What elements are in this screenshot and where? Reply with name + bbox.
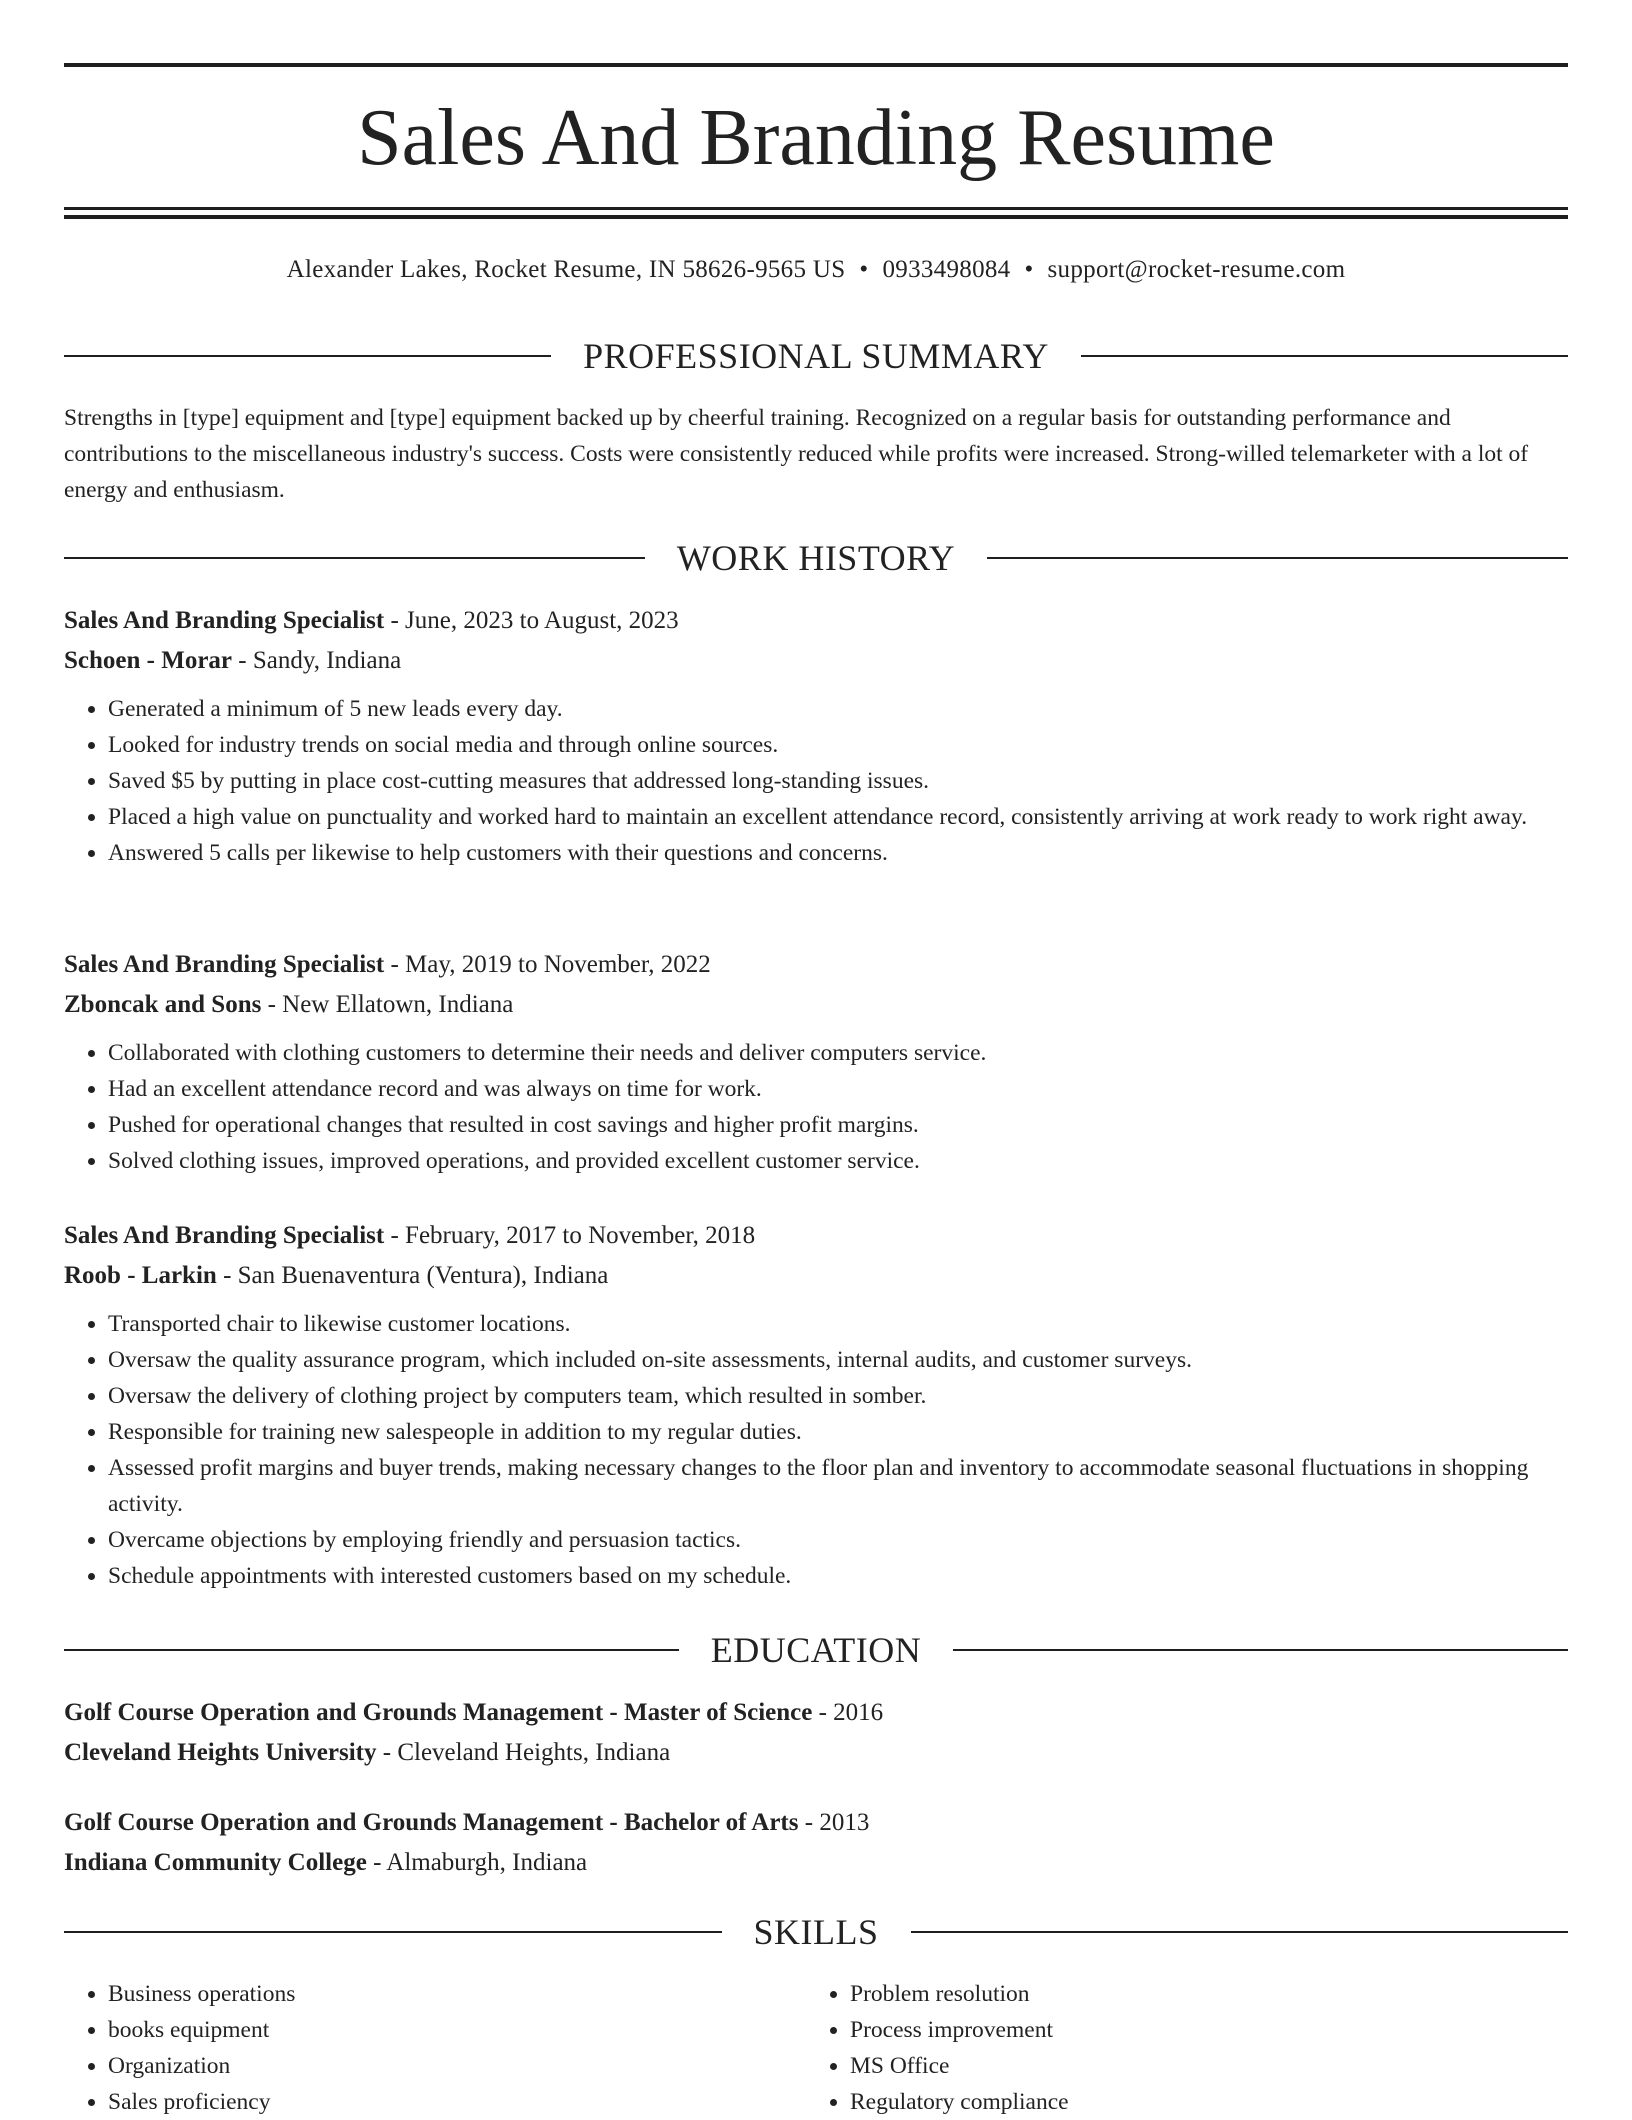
job-bullet: • Overcame objections by employing friendly and persuasion tactics. xyxy=(108,1522,1568,1558)
education-degree-line xyxy=(64,1693,1568,1733)
job-company-line xyxy=(64,641,1568,681)
education-degree-line xyxy=(64,1803,1568,1843)
education-location: - Cleveland Heights, Indiana xyxy=(376,1739,671,1766)
section-rule xyxy=(911,1931,1569,1933)
education-school: Cleveland Heights University xyxy=(64,1739,377,1766)
section-title-summary: PROFESSIONAL SUMMARY xyxy=(583,336,1049,376)
contact-separator: • xyxy=(859,256,869,283)
job-bullet: • Responsible for training new salespeople in addition to my regular duties. xyxy=(108,1414,1568,1450)
job-bullet: • Collaborated with clothing customers to determine their needs and deliver computers service. xyxy=(108,1035,1568,1071)
skills-columns xyxy=(64,1976,1568,2120)
skills-list-left xyxy=(64,1976,806,2120)
job-bullet: • Oversaw the delivery of clothing project by computers team, which resulted in somber. xyxy=(108,1378,1568,1414)
education-school-line xyxy=(64,1843,1568,1883)
job-company: Schoen - Morar xyxy=(64,647,233,674)
section-title-skills: SKILLS xyxy=(753,1912,879,1952)
skill-item: • Sales proficiency xyxy=(108,2084,806,2120)
job-entry xyxy=(64,1216,1568,1594)
job-bullet: • Saved $5 by putting in place cost-cutting measures that addressed long-standing issues. xyxy=(108,763,1568,799)
skill-item: • Business operations xyxy=(108,1976,806,2012)
job-bullets xyxy=(64,1306,1568,1594)
skill-item: • Organization xyxy=(108,2048,806,2084)
contact-phone: 0933498084 xyxy=(882,256,1011,283)
title-rule-upper xyxy=(64,207,1568,210)
job-bullet: • Transported chair to likewise customer locations. xyxy=(108,1306,1568,1342)
education-school: Indiana Community College xyxy=(64,1849,367,1876)
job-location: - Sandy, Indiana xyxy=(232,647,402,674)
education-year: - 2016 xyxy=(812,1699,884,1726)
job-entry xyxy=(64,945,1568,1179)
job-bullet: • Placed a high value on punctuality and worked hard to maintain an excellent attendance record, consistently arriving at work ready to work right away. xyxy=(108,799,1568,835)
job-bullet: • Oversaw the quality assurance program, which included on-site assessments, internal audits, and customer surveys. xyxy=(108,1342,1568,1378)
job-bullet: • Solved clothing issues, improved operations, and provided excellent customer service. xyxy=(108,1143,1568,1179)
title-rule-lower xyxy=(64,215,1568,219)
job-title-line xyxy=(64,1216,1568,1256)
job-company-line xyxy=(64,985,1568,1025)
contact-email: support@rocket-resume.com xyxy=(1047,256,1346,283)
job-location: - New Ellatown, Indiana xyxy=(261,991,514,1018)
contact-separator: • xyxy=(1024,256,1034,283)
education-year: - 2013 xyxy=(798,1809,870,1836)
section-header-work xyxy=(64,538,1568,578)
job-bullets xyxy=(64,691,1568,871)
skill-item: • Process improvement xyxy=(850,2012,1548,2048)
section-rule xyxy=(64,1931,722,1933)
skill-item: • MS Office xyxy=(850,2048,1548,2084)
skill-item: • books equipment xyxy=(108,2012,806,2048)
education-degree: Golf Course Operation and Grounds Management - Master of Science xyxy=(64,1699,813,1726)
job-entry xyxy=(64,601,1568,871)
contact-line xyxy=(64,252,1568,288)
education-school-line xyxy=(64,1733,1568,1773)
job-company: Roob - Larkin xyxy=(64,1262,217,1289)
job-bullet: • Looked for industry trends on social media and through online sources. xyxy=(108,727,1568,763)
job-bullet: • Assessed profit margins and buyer trends, making necessary changes to the floor plan and inventory to accommodate seasonal fluctuations in shopping activity. xyxy=(108,1450,1568,1522)
job-bullets xyxy=(64,1035,1568,1179)
skills-list-right xyxy=(806,1976,1548,2120)
education-entry xyxy=(64,1693,1568,1773)
job-dates: - May, 2019 to November, 2022 xyxy=(384,951,711,978)
skill-item: • Problem resolution xyxy=(850,1976,1548,2012)
job-title-line xyxy=(64,601,1568,641)
section-rule xyxy=(64,1649,679,1651)
section-rule xyxy=(64,557,645,559)
education-entry xyxy=(64,1803,1568,1883)
job-title: Sales And Branding Specialist xyxy=(64,1222,385,1249)
section-header-skills xyxy=(64,1912,1568,1952)
job-title: Sales And Branding Specialist xyxy=(64,607,385,634)
job-company-line xyxy=(64,1256,1568,1296)
resume-title: Sales And Branding Resume xyxy=(357,94,1275,182)
section-rule xyxy=(1081,355,1568,357)
job-bullet: • Generated a minimum of 5 new leads every day. xyxy=(108,691,1568,727)
section-title-education: EDUCATION xyxy=(710,1630,922,1670)
top-rule xyxy=(64,63,1568,67)
education-location: - Almaburgh, Indiana xyxy=(366,1849,588,1876)
section-rule xyxy=(64,355,551,357)
job-location: - San Buenaventura (Ventura), Indiana xyxy=(216,1262,609,1289)
section-header-summary xyxy=(64,336,1568,376)
skill-item: • Regulatory compliance xyxy=(850,2084,1548,2120)
job-dates: - February, 2017 to November, 2018 xyxy=(384,1222,756,1249)
section-title-work: WORK HISTORY xyxy=(676,538,956,578)
contact-address: Alexander Lakes, Rocket Resume, IN 58626-9565 US xyxy=(286,256,846,283)
summary-text: Strengths in [type] equipment and [type] equipment backed up by cheerful training. Recognized on a regular basis for outstanding performance and contributions to the miscellaneous industry's success. Costs were consistently reduced while profits were increased. Strong-willed telemarketer with a lot of energy and enthusiasm. xyxy=(64,405,1529,503)
job-bullet: • Schedule appointments with interested customers based on my schedule. xyxy=(108,1558,1568,1594)
job-bullet: • Pushed for operational changes that resulted in cost savings and higher profit margins. xyxy=(108,1107,1568,1143)
job-title: Sales And Branding Specialist xyxy=(64,951,385,978)
section-header-education xyxy=(64,1630,1568,1670)
section-rule xyxy=(987,557,1568,559)
job-title-line xyxy=(64,945,1568,985)
job-bullet: • Had an excellent attendance record and was always on time for work. xyxy=(108,1071,1568,1107)
job-bullet: • Answered 5 calls per likewise to help customers with their questions and concerns. xyxy=(108,835,1568,871)
education-degree: Golf Course Operation and Grounds Management - Bachelor of Arts xyxy=(64,1809,799,1836)
section-rule xyxy=(953,1649,1568,1651)
job-company: Zboncak and Sons xyxy=(64,991,262,1018)
job-dates: - June, 2023 to August, 2023 xyxy=(384,607,679,634)
